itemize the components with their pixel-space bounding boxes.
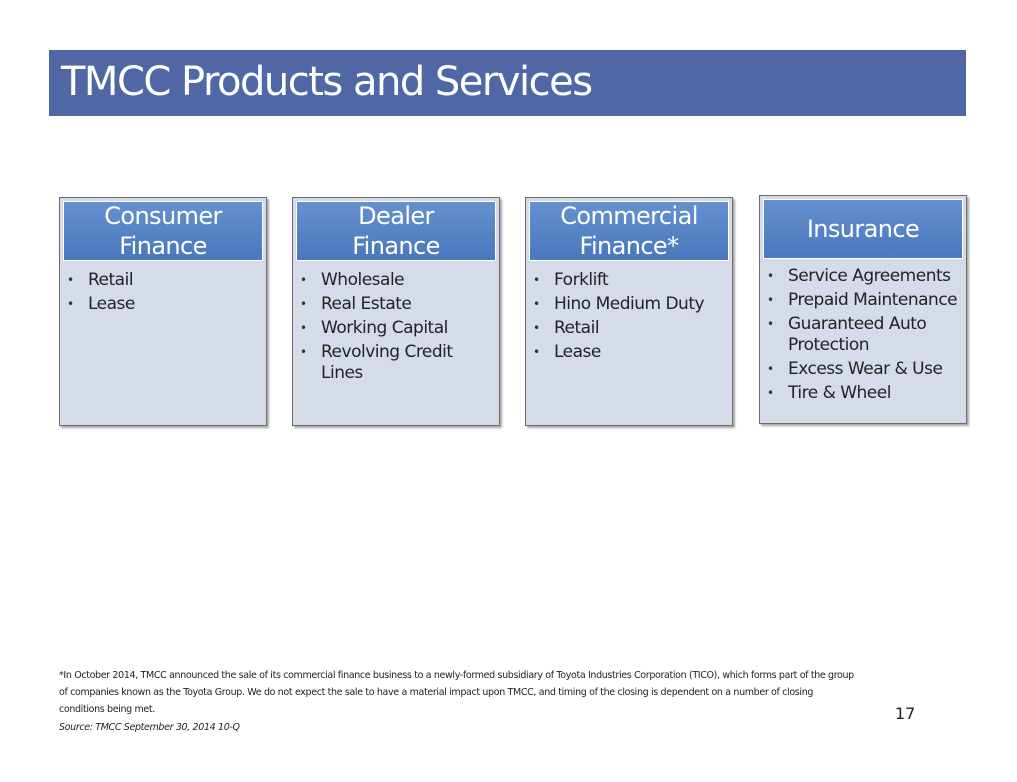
card-list [65, 270, 262, 318]
list-item: • Guaranteed Auto Protection [767, 314, 927, 355]
bullet-icon: • [533, 321, 540, 335]
bullet-icon: • [533, 273, 540, 287]
bullet-icon: • [767, 293, 774, 307]
card-header: Commercial Finance* [529, 201, 729, 261]
page-number: 17 [895, 704, 916, 723]
list-item: • Excess Wear & Use [767, 359, 943, 379]
bullet-icon: • [767, 362, 774, 376]
card-list [765, 266, 962, 407]
list-item: • Revolving Credit Lines [300, 342, 453, 383]
card-commercial-finance [525, 197, 733, 426]
card-dealer-finance [292, 197, 500, 426]
title-bar [49, 50, 966, 116]
list-item: • Wholesale [300, 270, 405, 290]
bullet-icon: • [767, 386, 774, 400]
bullet-icon: • [533, 297, 540, 311]
bullet-icon: • [67, 273, 74, 287]
bullet-icon: • [533, 345, 540, 359]
list-item: • Lease [67, 294, 135, 314]
list-item: • Retail [533, 318, 600, 338]
footnote: *In October 2014, TMCC announced the sale of its commercial finance business to a newly-formed subsidiary of Toyota Industries Corporation (TICO), which forms part of the group of companies known as the Toyota Group. We do not expect the sale to have a material impact upon TMCC, and timing of the closing is dependent on a number of closing conditions being met. [59, 670, 854, 715]
card-header: Consumer Finance [63, 201, 263, 261]
list-item: • Lease [533, 342, 601, 362]
list-item: • Retail [67, 270, 134, 290]
page-title: TMCC Products and Services [61, 59, 592, 105]
list-item: • Forklift [533, 270, 609, 290]
list-item: • Service Agreements [767, 266, 951, 286]
card-list [298, 270, 495, 387]
bullet-icon: • [767, 269, 774, 283]
list-item: • Working Capital [300, 318, 448, 338]
list-item: • Tire & Wheel [767, 383, 891, 403]
card-consumer-finance [59, 197, 267, 426]
bullet-icon: • [300, 273, 307, 287]
bullet-icon: • [67, 297, 74, 311]
card-header: Dealer Finance [296, 201, 496, 261]
bullet-icon: • [300, 297, 307, 311]
bullet-icon: • [300, 345, 307, 359]
bullet-icon: • [300, 321, 307, 335]
source-note: Source: TMCC September 30, 2014 10-Q [59, 722, 240, 733]
card-insurance [759, 195, 967, 424]
bullet-icon: • [767, 317, 774, 331]
list-item: • Prepaid Maintenance [767, 290, 958, 310]
list-item: • Hino Medium Duty [533, 294, 705, 314]
list-item: • Real Estate [300, 294, 412, 314]
card-list [531, 270, 728, 366]
card-header: Insurance [763, 199, 963, 259]
